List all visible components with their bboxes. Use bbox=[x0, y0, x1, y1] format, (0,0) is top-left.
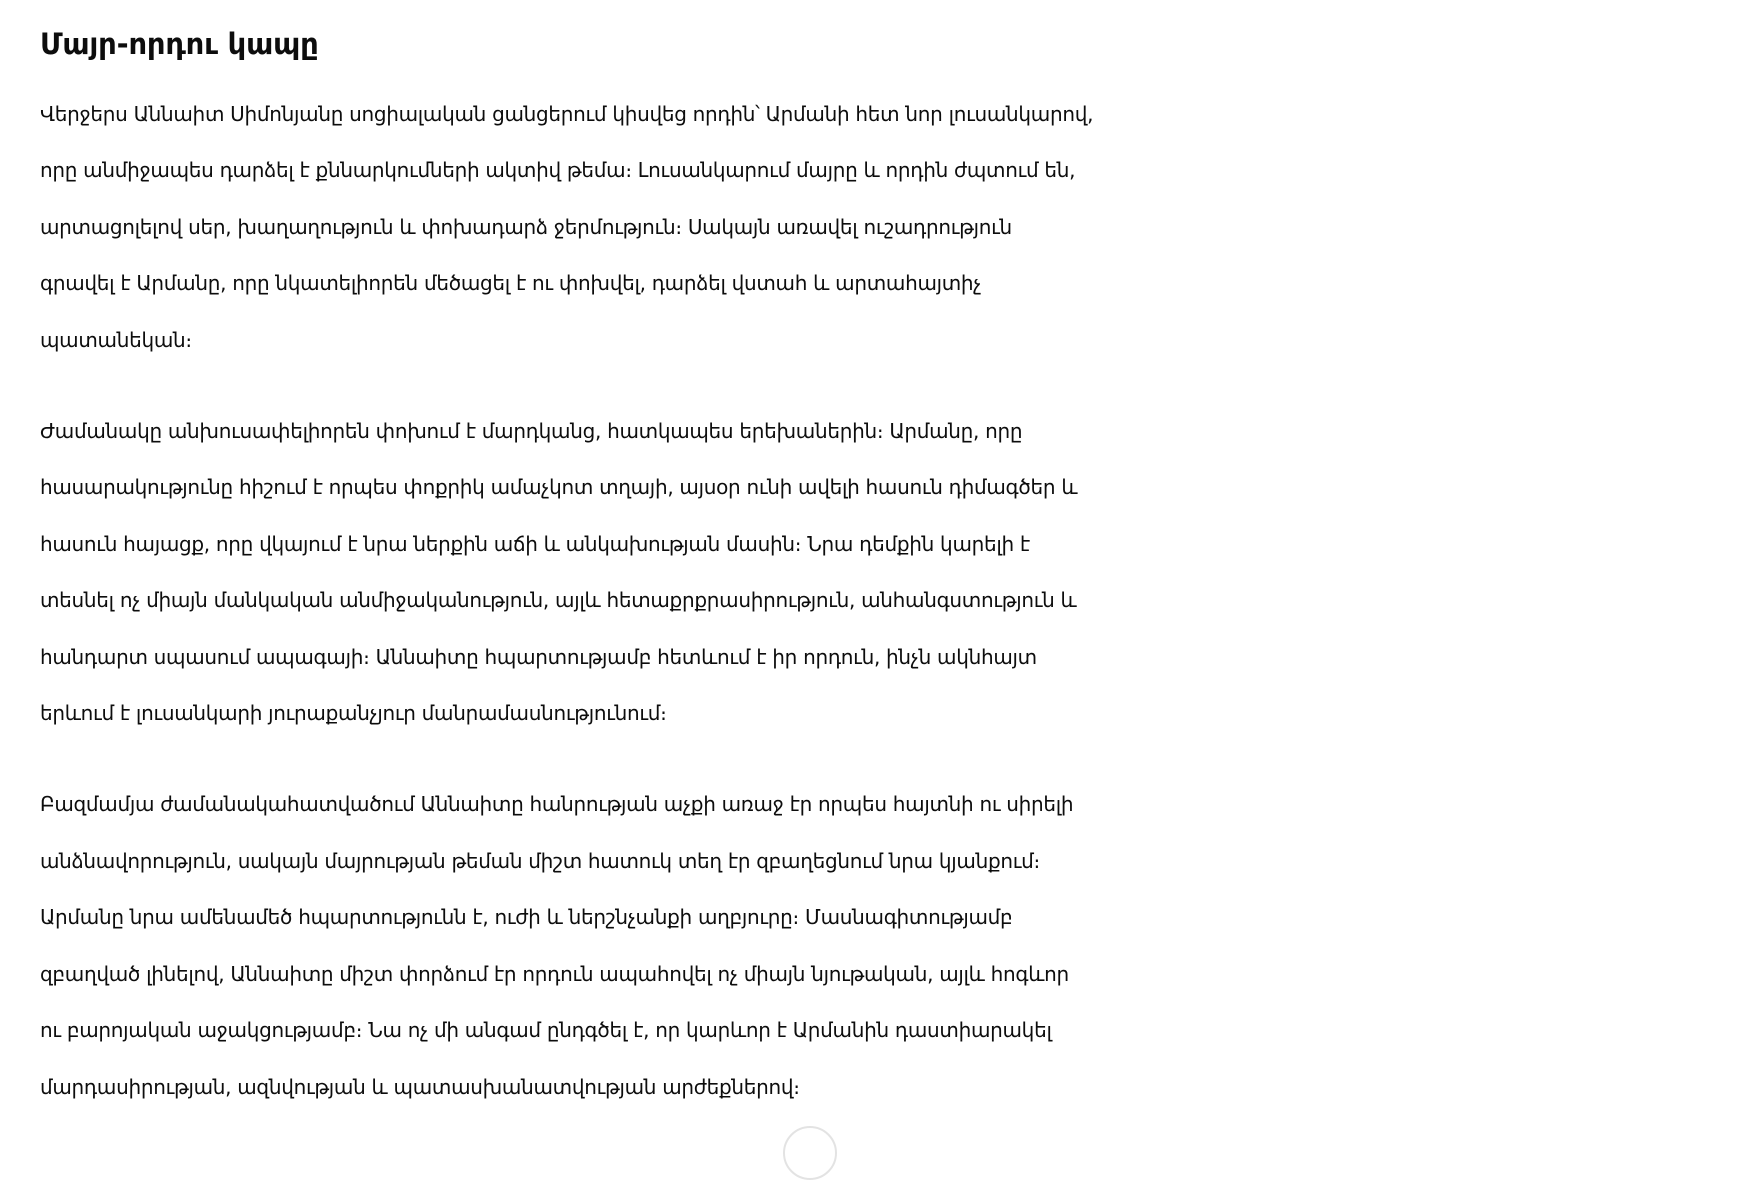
paragraph-line: Բազմամյա ժամանակահատվածում Աննաիտը հանրության աչքի առաջ էր որպես հայտնի ու սիրելի bbox=[40, 792, 1074, 817]
paragraph-line: ու բարոյական աջակցությամբ։ Նա ոչ մի անգամ ընդգծել է, որ կարևոր է Արմանին դաստիարակել bbox=[40, 1018, 1052, 1043]
paragraph-line: որը անմիջապես դարձել է քննարկումների ակտիվ թեմա։ Լուսանկարում մայրը և որդին ժպտում են, bbox=[40, 158, 1076, 183]
article bbox=[40, 22, 1600, 1150]
paragraph-line: հասուն հայացք, որը վկայում է նրա ներքին աճի և անկախության մասին։ Նրա դեմքին կարելի է bbox=[40, 531, 1030, 556]
paragraph-line: տեսնել ոչ միայն մանկական անմիջականություն, այլև հետաքրքրասիրություն, անհանգստություն և bbox=[40, 588, 1077, 613]
paragraph-3 bbox=[40, 776, 1600, 1114]
paragraph-line: Ժամանակը անխուսափելիորեն փոխում է մարդկանց, հատկապես երեխաներին։ Արմանը, որը bbox=[40, 419, 1023, 444]
paragraph-line: պատանեկան։ bbox=[40, 327, 192, 352]
article-title: Մայր-որդու կապը bbox=[40, 27, 319, 61]
paragraph-line: հանդարտ սպասում ապագայի։ Աննաիտը հպարտությամբ հետևում է իր որդուն, ինչն ակնհայտ bbox=[40, 644, 1037, 669]
paragraph-line: գրավել է Արմանը, որը նկատելիորեն մեծացել է ու փոխվել, դարձել վստահ և արտահայտիչ bbox=[40, 271, 982, 296]
paragraph-line: անձնավորություն, սակայն մայրության թեման միշտ հատուկ տեղ էր զբաղեցնում նրա կյանքում։ bbox=[40, 848, 1040, 873]
paragraph-line: արտացոլելով սեր, խաղաղություն և փոխադարձ ջերմություն։ Սակայն առավել ուշադրություն bbox=[40, 214, 1012, 239]
scroll-down-button[interactable] bbox=[783, 1126, 837, 1180]
paragraph-1 bbox=[40, 86, 1600, 368]
paragraph-line: Արմանը նրա ամենամեծ հպարտությունն է, ուժի և ներշնչանքի աղբյուրը։ Մասնագիտությամբ bbox=[40, 905, 1013, 930]
paragraph-2 bbox=[40, 403, 1600, 741]
paragraph-line: երևում է լուսանկարի յուրաքանչյուր մանրամասնությունում։ bbox=[40, 701, 667, 726]
paragraph-line: զբաղված լինելով, Աննաիտը միշտ փորձում էր որդուն ապահովել ոչ միայն նյութական, այլև հոգևոր bbox=[40, 961, 1069, 986]
paragraph-line: հասարակությունը հիշում է որպես փոքրիկ ամաչկոտ տղայի, այսօր ունի ավելի հասուն դիմագծեր և bbox=[40, 475, 1078, 500]
paragraph-line: Վերջերս Աննաիտ Սիմոնյանը սոցիալական ցանցերում կիսվեց որդին՝ Արմանի հետ նոր լուսանկարով, bbox=[40, 102, 1094, 126]
paragraph-line: մարդասիրության, ազնվության և պատասխանատվության արժեքներով։ bbox=[40, 1074, 800, 1099]
